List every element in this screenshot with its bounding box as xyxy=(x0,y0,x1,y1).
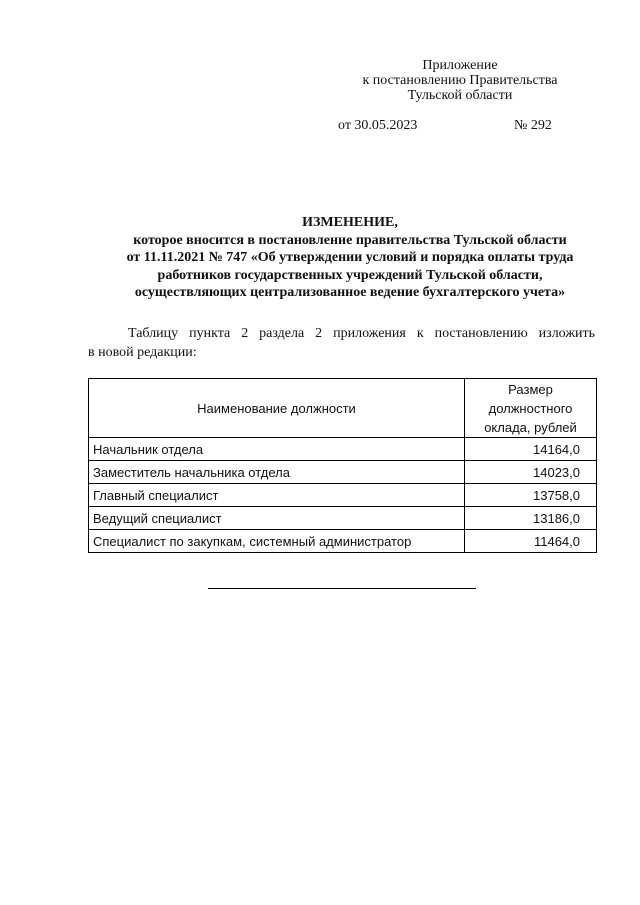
cell-position: Ведущий специалист xyxy=(89,507,465,530)
appendix-line-1: Приложение xyxy=(422,58,498,73)
table-row xyxy=(89,484,597,507)
cell-salary: 13758,0 xyxy=(465,484,597,507)
cell-salary: 14164,0 xyxy=(465,438,597,461)
document-number: № 292 xyxy=(514,118,552,133)
document-title xyxy=(60,214,640,302)
table-header-row xyxy=(89,379,597,438)
table-row xyxy=(89,438,597,461)
cell-salary: 14023,0 xyxy=(465,461,597,484)
table-row xyxy=(89,530,597,553)
header-salary: Размер должностного оклада, рублей xyxy=(465,379,597,438)
cell-position: Специалист по закупкам, системный администратор xyxy=(89,530,465,553)
appendix-header xyxy=(330,58,590,103)
title-line-2: от 11.11.2021 № 747 «Об утверждении условий и порядка оплаты труда xyxy=(126,250,574,265)
document-date: от 30.05.2023 xyxy=(338,118,418,133)
body-line-1: Таблицу пункта 2 раздела 2 приложения к постановлению изложить xyxy=(128,326,595,341)
cell-position: Заместитель начальника отдела xyxy=(89,461,465,484)
body-line-2: в новой редакции: xyxy=(88,345,197,360)
cell-salary: 11464,0 xyxy=(465,530,597,553)
title-heading: ИЗМЕНЕНИЕ, xyxy=(302,215,398,230)
body-paragraph xyxy=(88,324,595,362)
title-line-4: осуществляющих централизованное ведение бухгалтерского учета» xyxy=(134,285,566,300)
title-line-1: которое вносится в постановление правительства Тульской области xyxy=(133,232,567,248)
cell-position: Главный специалист xyxy=(89,484,465,507)
salary-table xyxy=(88,378,597,553)
table-row xyxy=(89,507,597,530)
cell-salary: 13186,0 xyxy=(465,507,597,530)
header-position: Наименование должности xyxy=(89,379,465,438)
title-line-3: работников государственных учреждений Тульской области, xyxy=(157,267,543,283)
appendix-line-3: Тульской области xyxy=(407,88,513,103)
table-row xyxy=(89,461,597,484)
cell-position: Начальник отдела xyxy=(89,438,465,461)
appendix-line-2: к постановлению Правительства xyxy=(362,73,558,88)
end-divider xyxy=(208,588,476,589)
